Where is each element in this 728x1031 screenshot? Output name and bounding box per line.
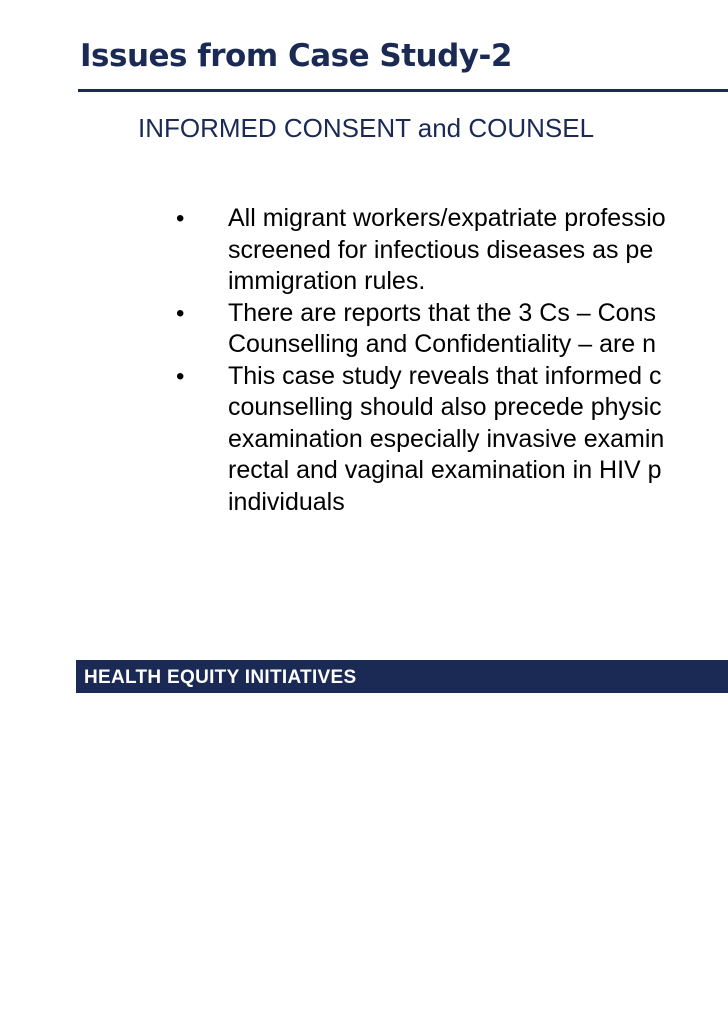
bullet-text-line: examination especially invasive examin (228, 424, 665, 453)
bullet-text-line: screened for infectious diseases as pe (228, 235, 654, 264)
bullet-text-line: Counselling and Confidentiality – are n (228, 330, 657, 358)
bullet-list (0, 203, 728, 518)
bullet-item (0, 298, 728, 361)
bullet-marker: • (176, 362, 185, 390)
slide-subtitle: INFORMED CONSENT and COUNSEL (138, 113, 595, 143)
bullet-text-line: This case study reveals that informed c (228, 361, 662, 390)
bullet-text-line: There are reports that the 3 Cs – Cons (228, 298, 656, 327)
bullet-text-line: immigration rules. (228, 267, 426, 295)
bullet-text-line: All migrant workers/expatriate professio (228, 204, 666, 232)
footer-bar (76, 660, 728, 693)
slide-title: Issues from Case Study-2 (80, 38, 512, 74)
bullet-marker: • (176, 205, 185, 232)
bullet-item (0, 361, 728, 519)
title-underline (78, 89, 728, 92)
bullet-text-line: individuals (228, 487, 345, 516)
bullet-item (0, 203, 728, 298)
bullet-marker: • (176, 299, 185, 327)
footer-org-name: HEALTH EQUITY INITIATIVES (84, 667, 357, 688)
bullet-text-line: rectal and vaginal examination in HIV p (228, 456, 662, 484)
bullet-text-line: counselling should also precede physic (228, 393, 662, 421)
